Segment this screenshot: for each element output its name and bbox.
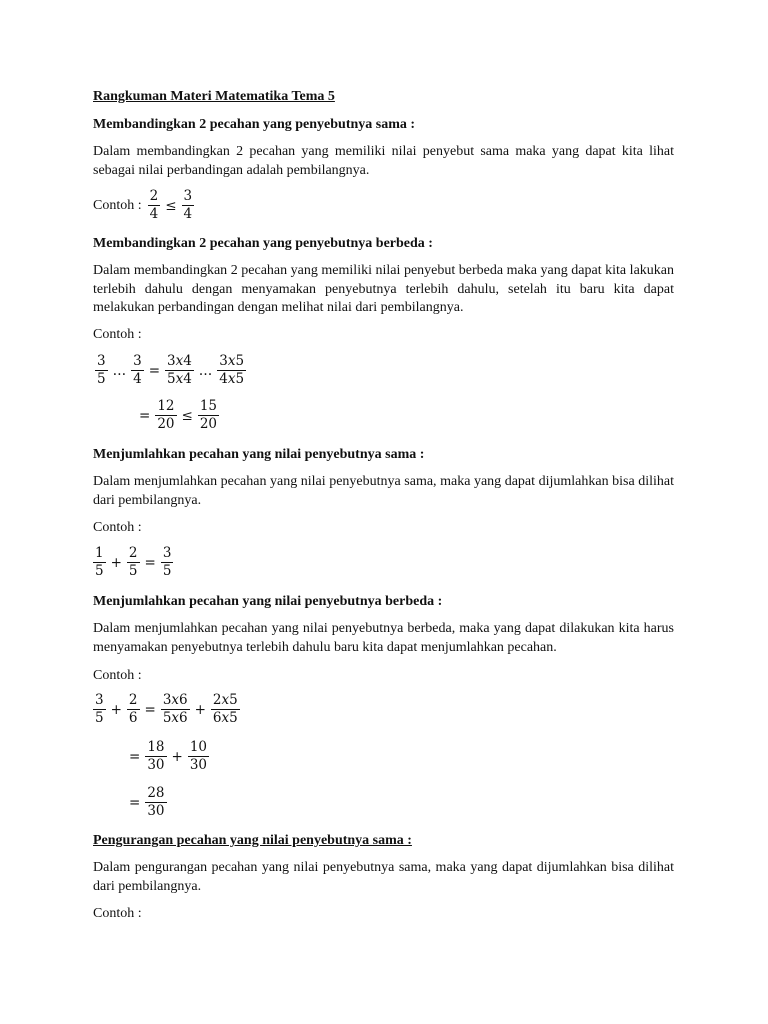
fraction: $\frac{3}{4}$ — [133, 353, 142, 387]
example-compare-different-step2 — [136, 399, 221, 432]
plus-sign: + — [110, 701, 122, 718]
fraction: $\frac{3}{4}$ — [183, 188, 193, 222]
fraction: $\frac{3}{5}$ — [95, 692, 104, 726]
fraction: $\frac{15}{20}$ — [199, 398, 217, 432]
fraction: $\frac{12}{20}$ — [157, 398, 175, 432]
section-text-compare-same: Dalam membandingkan 2 pecahan yang memiliki nilai penyebut sama maka yang dapat kita lihat sebagai nilai perbandingan adalah pembilangnya. — [93, 144, 674, 178]
ellipsis: … — [198, 362, 213, 379]
fraction: $\frac{\text{3𝑥6}}{\text{5𝑥6}}$ — [162, 692, 188, 726]
example-add-different-step1 — [91, 693, 242, 726]
section-heading-add-same: Menjumlahkan pecahan yang nilai penyebutnya sama : — [93, 447, 425, 462]
fraction: $\frac{2}{6}$ — [128, 692, 138, 726]
example-compare-different-step1 — [93, 354, 248, 387]
ellipsis: … — [112, 362, 127, 379]
fraction: $\frac{\text{3𝑥4}}{\text{5𝑥4}}$ — [167, 353, 192, 387]
plus-sign: + — [194, 701, 206, 718]
example-add-same — [91, 546, 175, 579]
fraction: $\frac{2}{4}$ — [149, 188, 159, 222]
section-heading-compare-different: Membandingkan 2 pecahan yang penyebutnya berbeda : — [93, 236, 433, 251]
equals-sign: = — [144, 554, 156, 571]
fraction: $\frac{3}{5}$ — [162, 545, 172, 579]
fraction: $\frac{18}{30}$ — [147, 739, 165, 773]
fraction: $\frac{10}{30}$ — [189, 739, 207, 773]
plus-sign: + — [171, 748, 183, 765]
equals-sign: = — [139, 407, 151, 424]
contoh-label: Contoh : — [93, 906, 142, 921]
fraction: $\frac{28}{30}$ — [147, 785, 165, 819]
example-add-different-step2 — [126, 740, 211, 773]
operator: ≤ — [181, 407, 193, 424]
fraction: $\frac{1}{5}$ — [95, 545, 104, 579]
fraction: $\frac{\text{2𝑥5}}{\text{6𝑥5}}$ — [212, 692, 238, 726]
fraction: $\frac{2}{5}$ — [128, 545, 138, 579]
equals-sign: = — [129, 748, 141, 765]
plus-sign: + — [110, 554, 122, 571]
section-text-add-different: Dalam menjumlahkan pecahan yang nilai penyebutnya berbeda, maka yang dapat dilakukan kita harus menyamakan penyebutnya terlebih dahulu baru kita dapat menjumlahkan pecahan. — [93, 621, 674, 655]
contoh-label: Contoh : — [93, 520, 142, 535]
section-text-add-same: Dalam menjumlahkan pecahan yang nilai penyebutnya sama, maka yang dapat dijumlahkan bisa dilihat dari pembilangnya. — [93, 474, 674, 508]
contoh-label: Contoh : — [93, 668, 142, 683]
section-heading-compare-same: Membandingkan 2 pecahan yang penyebutnya sama : — [93, 117, 416, 132]
equals-sign: = — [129, 794, 141, 811]
fraction: $\frac{\text{3𝑥5}}{\text{4𝑥5}}$ — [219, 353, 245, 387]
fraction: $\frac{3}{5}$ — [97, 353, 106, 387]
contoh-label: Contoh : — [93, 327, 142, 342]
operator: ≤ — [165, 197, 177, 214]
section-text-subtract-same: Dalam pengurangan pecahan yang nilai penyebutnya sama, maka yang dapat dijumlahkan bisa dilihat dari pembilangnya. — [93, 860, 674, 894]
equals-sign: = — [148, 362, 160, 379]
example-compare-same — [93, 189, 196, 222]
section-heading-subtract-same: Pengurangan pecahan yang nilai penyebutnya sama : — [93, 833, 412, 848]
equals-sign: = — [144, 701, 156, 718]
contoh-label: Contoh : — [93, 197, 142, 213]
section-text-compare-different: Dalam membandingkan 2 pecahan yang memiliki nilai penyebut berbeda maka yang dapat kita lakukan terlebih dahulu dengan menyamakan penyebutnya terlebih dahulu, setelah itu baru kita dapat melakukan perbandingan dengan melihat nilai dari pembilangnya. — [93, 263, 674, 315]
section-heading-add-different: Menjumlahkan pecahan yang nilai penyebutnya berbeda : — [93, 594, 443, 609]
example-add-different-step3 — [126, 786, 169, 819]
document-title: Rangkuman Materi Matematika Tema 5 — [93, 89, 335, 104]
